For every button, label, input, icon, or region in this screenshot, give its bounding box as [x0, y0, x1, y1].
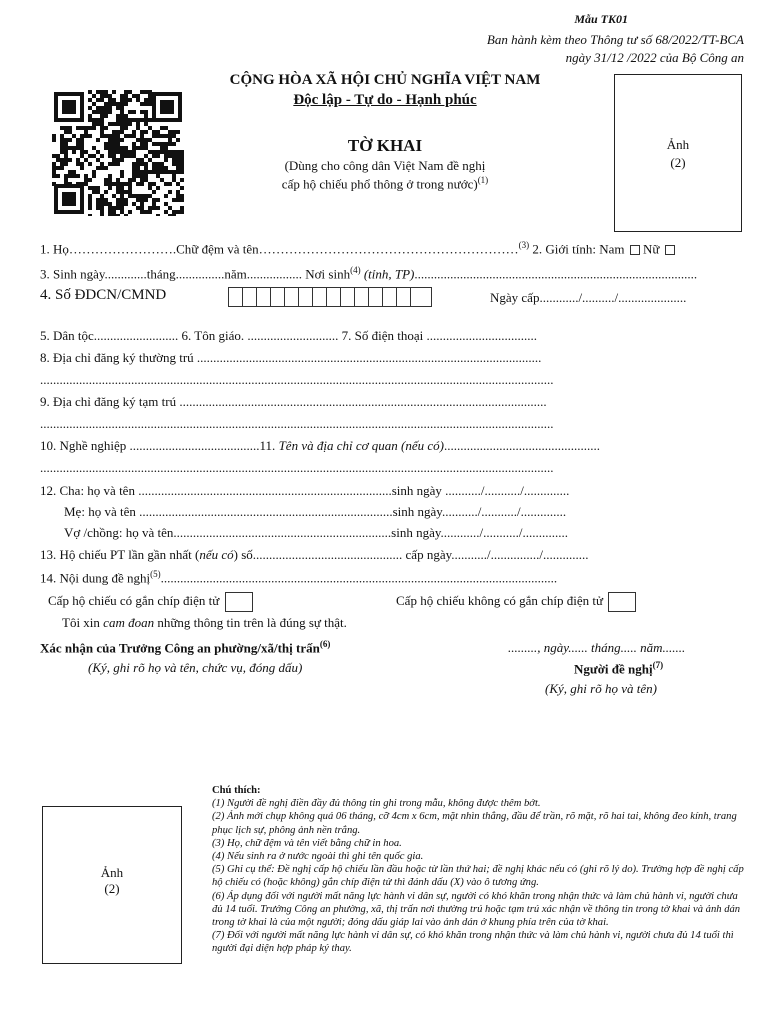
- issued-line-2: ngày 31/12 /2022 của Bộ Công an: [565, 50, 744, 65]
- note-item: (5) Ghi cụ thể: Đề nghị cấp hộ chiếu lần đầu hoặc từ lần thứ hai; đề nghị khác nếu có (ghi rõ lý do). Trường hợp đề nghị cấp hộ chiếu có (hoặc không) gắn chíp điện tử thì đánh dấu (X) vào ô tương ứng.: [212, 864, 744, 889]
- field-10-11: 10. Nghề nghiệp ........................................11. Tên và địa chỉ cơ quan (nếu có)................................................: [40, 438, 600, 453]
- photo-box-top: [614, 74, 742, 232]
- issue-date: Ngày cấp............/........../.....................: [490, 290, 687, 305]
- note-item: (1) Người đề nghị điền đầy đủ thông tin ghi trong mẫu, không được thêm bớt.: [212, 798, 541, 810]
- field-4-id: 4. Số ĐDCN/CMND: [40, 287, 167, 303]
- date-line: ........., ngày...... tháng..... năm.......: [508, 640, 686, 655]
- note-item: (2) Ảnh mới chụp không quá 06 tháng, cỡ 4cm x 6cm, mặt nhìn thẳng, đầu để trần, rõ mặt, rõ hai tai, không đeo kính, trang phục lịch sự, phông ảnh nền trắng.: [212, 811, 737, 836]
- applicant-title: Người đề nghị$^{(7)}$: [574, 660, 664, 677]
- form-title: TỜ KHAI: [347, 136, 423, 155]
- gender-female-checkbox[interactable]: [665, 245, 675, 255]
- photo-number: (2): [104, 881, 120, 896]
- gender-male-checkbox[interactable]: [630, 245, 640, 255]
- photo-number: (2): [670, 155, 686, 170]
- notes-heading: Chú thích:: [212, 785, 261, 796]
- field-3-birth: 3. Sinh ngày.............tháng...............năm................. Nơi $\sinh^{(4)}$ (tỉnh, TP).......................................................................................: [40, 265, 698, 282]
- field-8-permanent-address: 8. Địa chỉ đăng ký thường trú ..........................................................................................................: [40, 350, 542, 365]
- field-13-passport: 13. Hộ chiếu PT lần gần nhất (nếu có) số.............................................. cấp ngày.........../.............../..............: [40, 547, 589, 562]
- field-8-continued: ..............................................................................................................................................................: [40, 372, 554, 387]
- applicant-note: (Ký, ghi rõ họ và tên): [545, 681, 657, 696]
- field-12-father: 12. Cha: họ và tên ..............................................................................sinh ngày .........../.........../..............: [40, 483, 570, 498]
- motto: Độc lập - Tự do - Hạnh phúc: [293, 92, 477, 108]
- field-12-spouse: Vợ /chồng: họ và tên...................................................................sinh ngày............/.........../..............: [64, 525, 568, 540]
- qr-code-icon: [52, 90, 184, 216]
- field-9-continued: ..............................................................................................................................................................: [40, 416, 554, 431]
- notes-section: [212, 784, 748, 956]
- issued-line-1: Ban hành kèm theo Thông tư số 68/2022/TT-BCA: [486, 32, 744, 47]
- country-name: CỘNG HÒA XÃ HỘI CHỦ NGHĨA VIỆT NAM: [229, 72, 541, 88]
- field-1-name: 1. Họ…………………….Chữ đệm và tên……………………………………………………$^{(3)}$ 2. Giới tính: Nam Nữ: [40, 240, 675, 257]
- field-9-temp-address: 9. Địa chỉ đăng ký tạm trú .................................................................................................................: [40, 394, 547, 409]
- field-5-7: 5. Dân tộc.......................... 6. Tôn giáo. ............................ 7. Số điện thoại ..................................: [40, 328, 537, 343]
- note-item: (6) Áp dụng đối với người mất năng lực hành vi dân sự, người có khó khăn trong nhận thức và làm chủ hành vi, người chưa đủ 14 tuổi. Trưởng Công an phường, xã, thị trấn nơi thường trú hoặc tạm trú xác nhận về thông tin trong tờ khai và ảnh dán trong tờ khai là của một người; đóng dấu giáp lai vào ảnh dán ở khung phía trên của tờ khai.: [212, 890, 741, 929]
- photo-box-bottom: [42, 806, 182, 964]
- chip-no-checkbox[interactable]: [608, 592, 636, 612]
- field-10-continued: ..............................................................................................................................................................: [40, 460, 554, 475]
- chip-yes-checkbox[interactable]: [225, 592, 253, 612]
- confirmation-title: Xác nhận của Trưởng Công an phường/xã/thị trấn$^{(6)}$: [40, 639, 331, 656]
- form-code: Mẫu TK01: [574, 12, 628, 26]
- note-item: (4) Nếu sinh ra ở nước ngoài thì ghi tên quốc gia.: [212, 851, 424, 863]
- photo-label: Ảnh: [666, 137, 690, 152]
- chip-no-option: Cấp hộ chiếu không có gắn chíp điện tử: [396, 592, 636, 612]
- photo-label: Ảnh: [100, 865, 124, 880]
- chip-yes-option: Cấp hộ chiếu có gắn chíp điện tử: [48, 592, 253, 612]
- note-item: (3) Họ, chữ đệm và tên viết bằng chữ in hoa.: [212, 837, 402, 849]
- subtitle-line-1: (Dùng cho công dân Việt Nam đề nghị: [284, 158, 486, 173]
- note-item: (7) Đối với người mất năng lực hành vi dân sự, có khó khăn trong nhận thức và làm chủ hành vi, người chưa đủ 14 tuổi thì người đại diện hợp pháp ký thay.: [212, 930, 734, 955]
- field-12-mother: Mẹ: họ và tên ..............................................................................sinh ngày.........../.........../..............: [64, 504, 567, 519]
- subtitle-line-2: cấp hộ chiếu phổ thông ở trong nước)$^{(1)}$: [281, 175, 489, 192]
- id-number-boxes[interactable]: [228, 287, 432, 307]
- pledge: Tôi xin cam đoan những thông tin trên là đúng sự thật.: [62, 615, 347, 630]
- field-14-request: 14. Nội dung đề nghị$^{(5)}$..........................................................................................................................: [40, 569, 558, 586]
- confirmation-note: (Ký, ghi rõ họ và tên, chức vụ, đóng dấu): [88, 660, 303, 675]
